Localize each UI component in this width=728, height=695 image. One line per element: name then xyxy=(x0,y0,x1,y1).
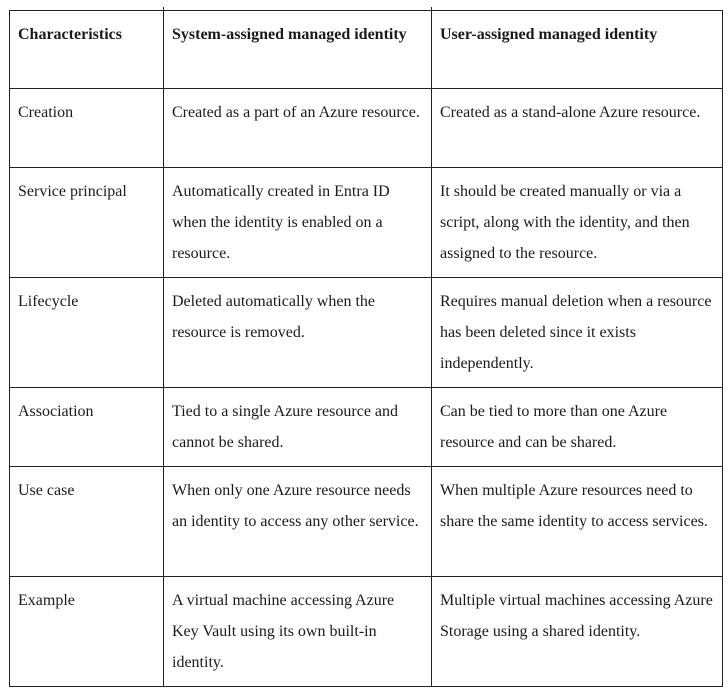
table-header-row xyxy=(10,11,723,89)
cell-characteristic: Example xyxy=(10,577,164,687)
header-user-assigned: User-assigned managed identity xyxy=(432,11,723,89)
cell-user-assigned: Multiple virtual machines accessing Azure Storage using a shared identity. xyxy=(432,577,723,687)
cell-characteristic: Lifecycle xyxy=(10,278,164,388)
table-row xyxy=(10,467,723,577)
cell-user-assigned: Requires manual deletion when a resource has been deleted since it exists independently. xyxy=(432,278,723,388)
cell-user-assigned: When multiple Azure resources need to share the same identity to access services. xyxy=(432,467,723,577)
cell-system-assigned: When only one Azure resource needs an identity to access any other service. xyxy=(164,467,432,577)
cell-characteristic: Association xyxy=(10,388,164,467)
table-row xyxy=(10,278,723,388)
cell-system-assigned: Deleted automatically when the resource is removed. xyxy=(164,278,432,388)
cell-user-assigned: It should be created manually or via a script, along with the identity, and then assigned to the resource. xyxy=(432,168,723,278)
cell-characteristic: Service principal xyxy=(10,168,164,278)
comparison-table xyxy=(9,10,723,687)
cell-user-assigned: Can be tied to more than one Azure resource and can be shared. xyxy=(432,388,723,467)
cell-system-assigned: A virtual machine accessing Azure Key Vault using its own built-in identity. xyxy=(164,577,432,687)
cell-system-assigned: Tied to a single Azure resource and cannot be shared. xyxy=(164,388,432,467)
cell-characteristic: Use case xyxy=(10,467,164,577)
table-row xyxy=(10,168,723,278)
header-characteristics: Characteristics xyxy=(10,11,164,89)
header-system-assigned: System-assigned managed identity xyxy=(164,11,432,89)
cell-user-assigned: Created as a stand-alone Azure resource. xyxy=(432,89,723,168)
cell-system-assigned: Created as a part of an Azure resource. xyxy=(164,89,432,168)
table-row xyxy=(10,89,723,168)
cell-system-assigned: Automatically created in Entra ID when the identity is enabled on a resource. xyxy=(164,168,432,278)
table-row xyxy=(10,577,723,687)
cell-characteristic: Creation xyxy=(10,89,164,168)
table-row xyxy=(10,388,723,467)
